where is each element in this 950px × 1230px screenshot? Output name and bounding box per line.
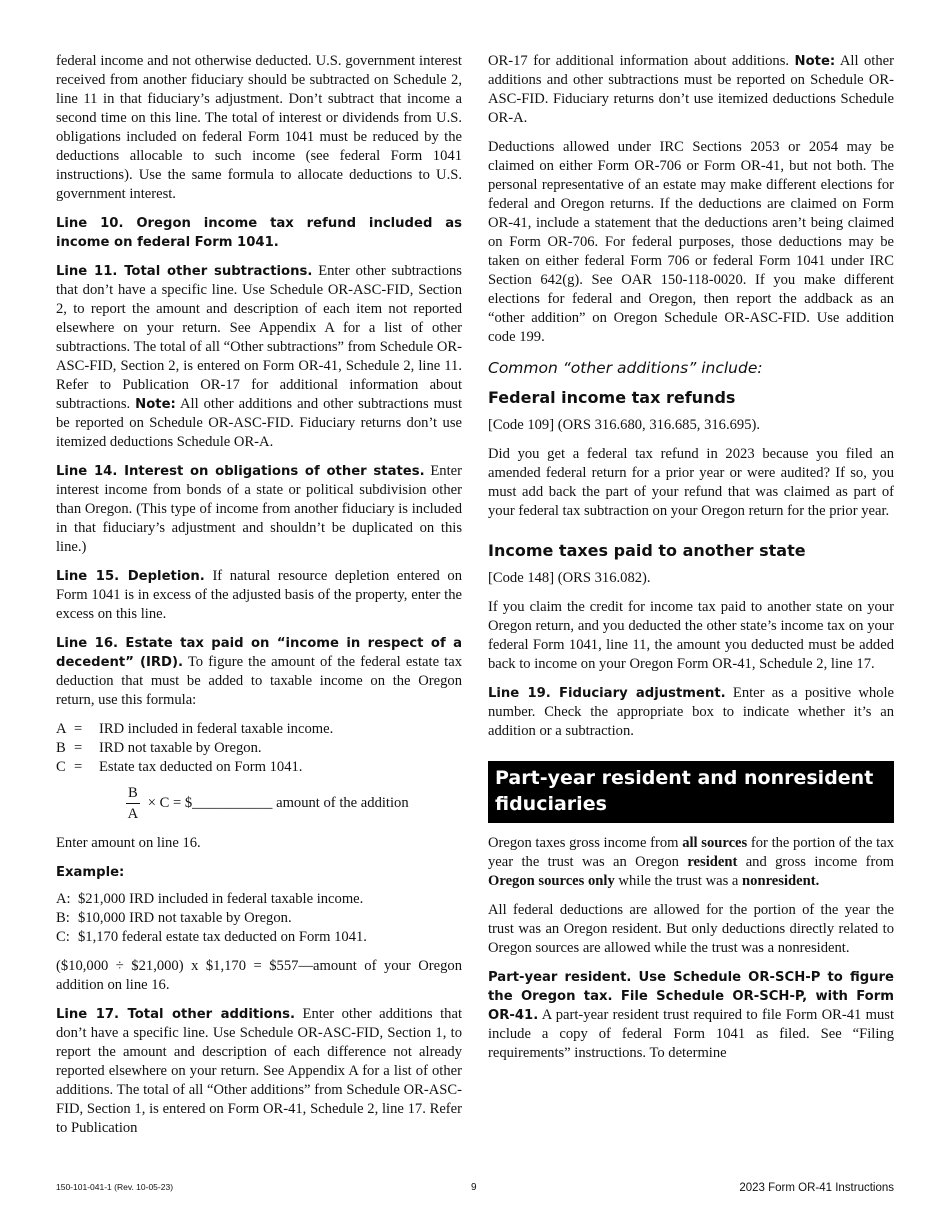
intro-paragraph: federal income and not otherwise deducted. U.S. government interest received from another fiduciary should be subtracted on Schedule 2, line 11 in that fiduciary’s adjustment. Don’t subtract that income a second time on this line. The total of interest or dividends from U.S. obligations included on federal Form 1041 must be reduced by the deductions allocable to such income (see federal Form 1041 instructions). Use the same formula to allocate deductions to U.S. government interest. bbox=[56, 53, 462, 202]
part-year-resident-paragraph bbox=[488, 968, 894, 1063]
emphasis-oregon-sources: Oregon sources only bbox=[488, 873, 615, 889]
line11-label: Line 11. Total other subtractions. bbox=[56, 264, 313, 279]
formula-denominator: A bbox=[127, 806, 139, 822]
federal-refunds-heading: Federal income tax refunds bbox=[488, 388, 736, 407]
line11-paragraph bbox=[56, 262, 462, 452]
line16-text: To figure the amount of the federal estate tax deduction that must be added to taxable income on the Oregon return, use this formula: bbox=[56, 654, 462, 708]
formula-fraction bbox=[126, 783, 140, 824]
definition-row bbox=[56, 739, 462, 758]
line11-note-label: Note: bbox=[135, 397, 176, 412]
additions-note-text: All other additions and other subtractions must be reported on Schedule OR-ASC-FID. Fiduciary returns don’t use itemized deductions Schedule OR-A. bbox=[488, 53, 894, 126]
example-text: $10,000 IRD not taxable by Oregon. bbox=[78, 910, 292, 926]
definition-text: IRD included in federal taxable income. bbox=[99, 721, 334, 737]
text-run: and gross income from bbox=[745, 854, 895, 870]
part-year-resident-label: Part-year resident. Use Schedule OR-SCH-P to figure the Oregon tax. File Schedule OR-SCH-P, with Form OR-41. bbox=[488, 970, 894, 1023]
deductions-paragraph: Deductions allowed under IRC Sections 2053 or 2054 may be claimed on either Form OR-706 or Form OR-41, but not both. The personal representative of an estate may make different elections for federal and Oregon returns. If the deductions are claimed on Form OR-41, include a statement that the deductions aren’t being claimed on Form OR-706. For federal purposes, those deductions may be taken on either federal Form 706 or federal Form 1041 under IRC Section 642(g). See OAR 150-118-0020. If you make different elections for federal and Oregon, then report the addback as an “other addition” on Oregon Schedule OR-ASC-FID. Use addition code 199. bbox=[488, 139, 894, 345]
example-text: $21,000 IRD included in federal taxable income. bbox=[78, 891, 364, 907]
line14-label: Line 14. Interest on obligations of other states. bbox=[56, 464, 425, 479]
part-year-paragraph-1 bbox=[488, 834, 894, 891]
definition-text: Estate tax deducted on Form 1041. bbox=[99, 759, 303, 775]
example-row bbox=[56, 909, 462, 928]
example-key: B: bbox=[56, 910, 70, 926]
definition-row bbox=[56, 720, 462, 739]
left-column bbox=[56, 52, 462, 1148]
example-row bbox=[56, 928, 462, 947]
line17-text: Enter other additions that don’t have a specific line. Use Schedule OR-ASC-FID, Section 1, to report the amount and description of each difference not already reported elsewhere on your return. See Appendix A for a list of other additions. The total of all “Other additions” from Schedule OR-ASC-FID, Section 1, is entered on Form OR-41, Schedule 2, line 17. Refer to Publication bbox=[56, 1006, 462, 1136]
example-text: $1,170 federal estate tax deducted on Form 1041. bbox=[78, 929, 367, 945]
line10-label: Line 10. Oregon income tax refund included as income on federal Form 1041. bbox=[56, 216, 462, 250]
other-state-text: If you claim the credit for income tax paid to another state on your Oregon return, and you deducted the other state’s income tax on your federal Form 1041, line 11, the amount you deducted must be added back to income on your Oregon Form OR-41, Schedule 2, line 17. bbox=[488, 599, 894, 672]
line19-paragraph bbox=[488, 684, 894, 741]
part-year-paragraph-2: All federal deductions are allowed for the portion of the year the trust was an Oregon resident. But only deductions directly related to Oregon sources are allowed while the trust was a nonresident. bbox=[488, 902, 894, 956]
additions-continued-text: OR-17 for additional information about additions. bbox=[488, 53, 790, 69]
line10-paragraph bbox=[56, 214, 462, 252]
common-additions-heading: Common “other additions” include: bbox=[488, 359, 763, 377]
definition-row bbox=[56, 758, 462, 777]
footer-form-id: 150-101-041-1 (Rev. 10-05-23) bbox=[56, 1182, 174, 1192]
line19-text: Enter as a positive whole number. Check the appropriate box to indicate whether it’s an addition or a subtraction. bbox=[488, 685, 894, 739]
federal-refunds-text: Did you get a federal tax refund in 2023 because you filed an amended federal return for a prior year or were audited? If so, you must add back the part of your refund that was claimed as part of your federal tax subtraction on your Oregon return for the prior year. bbox=[488, 446, 894, 519]
line19-label: Line 19. Fiduciary adjustment. bbox=[488, 686, 726, 701]
example-calculation: ($10,000 ÷ $21,000) x $1,170 = $557—amount of your Oregon addition on line 16. bbox=[56, 958, 462, 993]
example-key: A: bbox=[56, 891, 71, 907]
federal-refunds-code: [Code 109] (ORS 316.680, 316.685, 316.695). bbox=[488, 417, 761, 433]
formula-numerator: B bbox=[126, 783, 140, 804]
text-run: for the portion of the tax year the trust was an Oregon bbox=[488, 835, 895, 870]
line15-text: If natural resource depletion entered on Form 1041 is in excess of the adjusted basis of the property, enter the excess on this line. bbox=[56, 568, 462, 622]
additions-note-label: Note: bbox=[794, 54, 836, 69]
definition-key: A bbox=[56, 721, 67, 737]
footer-doc-title: 2023 Form OR-41 Instructions bbox=[739, 1182, 894, 1194]
definition-text: IRD not taxable by Oregon. bbox=[99, 740, 262, 756]
definition-key: C bbox=[56, 759, 66, 775]
enter-line16: Enter amount on line 16. bbox=[56, 835, 201, 851]
emphasis-all-sources: all sources bbox=[682, 835, 748, 851]
other-state-heading: Income taxes paid to another state bbox=[488, 541, 806, 560]
part-year-banner: Part-year resident and nonresident fiduciaries bbox=[488, 761, 894, 823]
definition-key: B bbox=[56, 740, 66, 756]
definition-equals: = bbox=[74, 721, 83, 737]
line15-label: Line 15. Depletion. bbox=[56, 569, 205, 584]
line14-paragraph bbox=[56, 462, 462, 557]
other-state-code: [Code 148] (ORS 316.082). bbox=[488, 570, 651, 586]
text-run: Oregon taxes gross income from bbox=[488, 835, 679, 851]
line16-paragraph bbox=[56, 634, 462, 710]
part-year-resident-text: A part-year resident trust required to file Form OR-41 must include a copy of federal Form 1041 as filed. See “Filing requirements” instructions. To determine bbox=[488, 1007, 895, 1061]
line11-note-text: All other additions and other subtractions must be reported on Schedule OR-ASC-FID. Fiduciary returns don’t use itemized deductions Schedule OR-A. bbox=[56, 396, 462, 450]
example-list bbox=[56, 890, 462, 947]
ird-formula bbox=[126, 783, 462, 824]
line17-label: Line 17. Total other additions. bbox=[56, 1007, 296, 1022]
example-key: C: bbox=[56, 929, 70, 945]
line15-paragraph bbox=[56, 567, 462, 624]
definition-equals: = bbox=[74, 759, 83, 775]
text-run: while the trust was a bbox=[618, 873, 739, 889]
emphasis-resident: resident bbox=[687, 854, 738, 870]
line11-text: Enter other subtractions that don’t have a specific line. Use Schedule OR-ASC-FID, Section 2, to report the amount and description of each item not reported elsewhere on your return. See Appendix A for a list of other subtractions. The total of all “Other subtractions” from Schedule OR-ASC-FID, Section 2, is entered on Form OR-41, Schedule 2, line 11. Refer to Publication OR-17 for additional information about subtractions. bbox=[56, 263, 462, 412]
formula-definitions bbox=[56, 720, 462, 777]
definition-equals: = bbox=[74, 740, 83, 756]
additions-continued-paragraph bbox=[488, 52, 894, 128]
emphasis-nonresident: nonresident. bbox=[742, 873, 820, 889]
right-column bbox=[488, 52, 894, 1073]
example-label: Example: bbox=[56, 865, 125, 880]
footer-page-number: 9 bbox=[471, 1182, 477, 1193]
line14-text: Enter interest income from bonds of a state or political subdivision other than Oregon. (This type of income from another fiduciary is included in that fiduciary’s adjustment and shouldn’t be duplicated on this line.) bbox=[56, 463, 462, 555]
line17-paragraph bbox=[56, 1005, 462, 1138]
line16-label: Line 16. Estate tax paid on “income in respect of a decedent” (IRD). bbox=[56, 636, 462, 670]
example-row bbox=[56, 890, 462, 909]
formula-rest: × C = $___________ amount of the addition bbox=[147, 795, 409, 811]
